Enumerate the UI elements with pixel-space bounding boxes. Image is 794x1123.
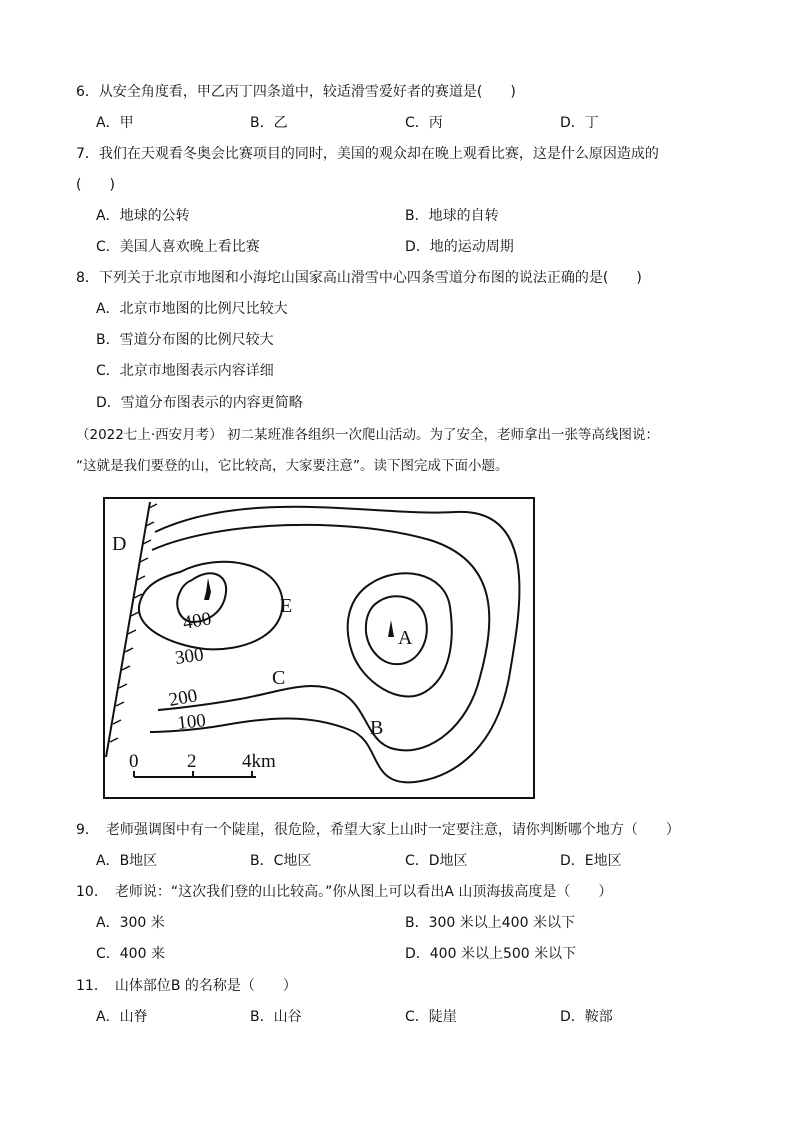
contour-label-100: 100 <box>176 710 207 734</box>
point-label-c: C <box>272 667 286 689</box>
q9-stem: 9． 老师强调图中有一个陡崖，很危险，希望大家上山时一定要注意，请你判断哪个地方（ ） <box>76 822 680 838</box>
q8-stem: 8．下列关于北京市地图和小海坨山国家高山滑雪中心四条雪道分布图的说法正确的是( ) <box>76 270 642 286</box>
q7-option-c: C．美国人喜欢晚上看比赛 <box>96 239 260 255</box>
q10-stem: 10． 老师说：“这次我们登的山比较高。”你从图上可以看出A 山顶海拔高度是（ ） <box>76 884 613 900</box>
q6-option-b: B．乙 <box>250 115 288 131</box>
contour-400-right <box>366 596 427 664</box>
point-label-e: E <box>280 595 293 617</box>
contour-label-200: 200 <box>167 685 199 711</box>
contour-label-300: 300 <box>173 644 205 669</box>
scale-label-2: 2 <box>187 751 197 772</box>
point-label-b: B <box>370 717 384 739</box>
q11-stem: 11． 山体部位B 的名称是（ ） <box>76 978 297 994</box>
contour-300-left <box>139 562 283 650</box>
q8-option-b: B．雪道分布图的比例尺较大 <box>96 332 274 348</box>
q10-option-c: C．400 来 <box>96 946 165 962</box>
q6-option-c: C．丙 <box>405 115 443 131</box>
q7-option-d: D．地的运动周期 <box>405 239 514 255</box>
q10-option-a: A．300 米 <box>96 915 165 931</box>
scale-label-4km: 4km <box>242 751 276 772</box>
q11-option-d: D．鞍部 <box>560 1009 613 1025</box>
q7-option-b: B．地球的自转 <box>405 208 499 224</box>
q8-option-d: D．雪道分布图表示的内容更简略 <box>96 395 303 411</box>
q9-option-c: C．D地区 <box>405 853 468 869</box>
q10-option-d: D．400 米以上500 米以下 <box>405 946 577 962</box>
summit-a-icon <box>388 620 394 637</box>
q11-option-a: A．山脊 <box>96 1009 148 1025</box>
contour-100 <box>150 507 519 783</box>
q9-option-d: D．E地区 <box>560 853 622 869</box>
point-label-d: D <box>112 533 127 555</box>
point-label-a: A <box>398 627 413 649</box>
q8-option-c: C．北京市地图表示内容详细 <box>96 363 274 379</box>
q11-option-b: B．山谷 <box>250 1009 302 1025</box>
q7-option-a: A．地球的公转 <box>96 208 190 224</box>
intro-line-2: “这就是我们要登的山，它比较高，大家要注意”。读下图完成下面小题。 <box>76 458 509 474</box>
contour-map <box>100 492 540 804</box>
q6-stem: 6．从安全角度看，甲乙丙丁四条道中，较适滑雪爱好者的赛道是( ) <box>76 84 516 100</box>
contour-label-400: 400 <box>181 608 213 634</box>
q6-option-d: D．丁 <box>560 115 599 131</box>
q11-option-c: C．陡崖 <box>405 1009 457 1025</box>
q6-option-a: A．甲 <box>96 115 134 131</box>
scale-label-0: 0 <box>129 751 139 772</box>
summit-left-icon <box>204 578 211 600</box>
q9-option-b: B．C地区 <box>250 853 312 869</box>
q7-stem: 7．我们在天观看冬奥会比赛项目的同时，美国的观众却在晚上观看比赛，这是什么原因造成的 <box>76 146 659 162</box>
q10-option-b: B．300 米以上400 米以下 <box>405 915 575 931</box>
intro-line-1: （2022七上·西安月考） 初二某班准各组织一次爬山活动。为了安全，老师拿出一张等高线图说： <box>76 427 659 443</box>
q9-option-a: A．B地区 <box>96 853 158 869</box>
q8-option-a: A．北京市地图的比例尺比较大 <box>96 301 288 317</box>
q7-stem-cont: ( ) <box>76 177 115 193</box>
